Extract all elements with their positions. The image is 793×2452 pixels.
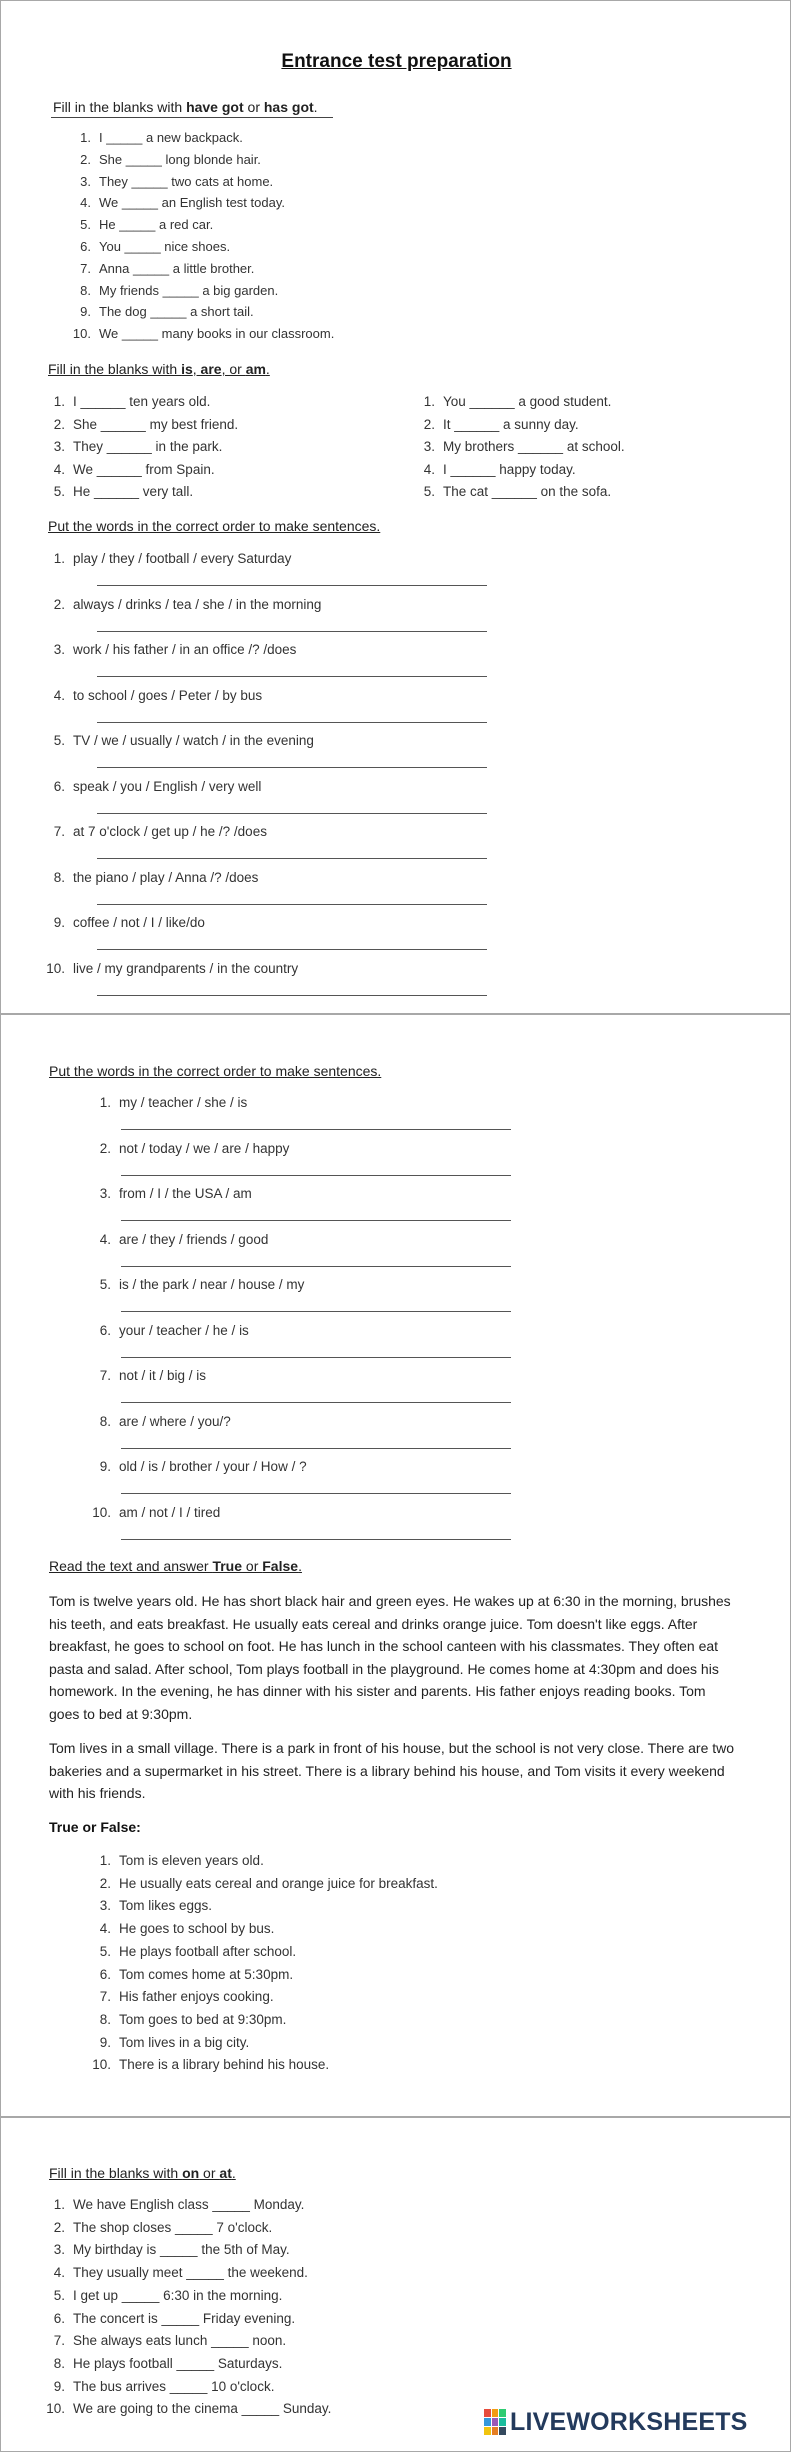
- item-number: 4.: [423, 461, 435, 477]
- list-item: [43, 2311, 295, 2326]
- item-number: 5.: [99, 1943, 111, 1959]
- item-text: We ______ from Spain.: [73, 461, 215, 477]
- answer-line[interactable]: [121, 1448, 511, 1449]
- list-item: [69, 174, 273, 189]
- answer-line[interactable]: [121, 1175, 511, 1176]
- list-item: [89, 1323, 249, 1338]
- answer-line[interactable]: [97, 813, 487, 814]
- section-word-order-heading-2: Put the words in the correct order to make sentences.: [49, 1063, 382, 1079]
- item-text: The concert is _____ Friday evening.: [73, 2310, 296, 2326]
- list-item: [69, 217, 213, 232]
- answer-line[interactable]: [97, 585, 487, 586]
- list-item: [43, 551, 291, 566]
- list-item: [89, 1967, 293, 1982]
- logo-tile: [499, 2409, 506, 2417]
- item-text: The cat ______ on the sofa.: [443, 484, 612, 499]
- list-item: [43, 462, 215, 477]
- item-number: 8.: [99, 1413, 111, 1429]
- item-text: He plays football _____ Saturdays.: [73, 2355, 283, 2371]
- list-item: [89, 1095, 247, 1110]
- reading-paragraph-2: Tom lives in a small village. There is a park in front of his house, but the school is not very close. There are two bakeries and a supermarket in his street. There is a library behind his house, and Tom visits it every weekend with his friends.: [49, 1740, 735, 1801]
- item-text: Tom is eleven years old.: [119, 1853, 264, 1868]
- answer-line[interactable]: [97, 676, 487, 677]
- item-number: 5.: [53, 484, 65, 499]
- list-item: [43, 2401, 331, 2416]
- item-number: 7.: [99, 1368, 111, 1383]
- item-number: 3.: [53, 642, 65, 657]
- item-number: 10.: [46, 960, 65, 976]
- list-item: [89, 1944, 296, 1959]
- item-text: are / where / you/?: [119, 1413, 231, 1429]
- item-number: 2.: [53, 416, 65, 432]
- item-number: 7.: [53, 2333, 65, 2349]
- item-number: 10.: [92, 2057, 111, 2073]
- item-text: play / they / football / every Saturday: [73, 551, 292, 566]
- item-number: 3.: [53, 2242, 65, 2258]
- answer-line[interactable]: [97, 767, 487, 768]
- section-on-at-heading: Fill in the blanks with on or at.: [49, 2165, 236, 2181]
- liveworksheets-logo[interactable]: [484, 2407, 748, 2437]
- item-text: She _____ long blonde hair.: [99, 151, 261, 167]
- list-item: [43, 2356, 282, 2371]
- answer-line[interactable]: [97, 904, 487, 905]
- list-item: [89, 1853, 264, 1868]
- logo-tile: [492, 2409, 499, 2417]
- item-text: They usually meet _____ the weekend.: [73, 2265, 308, 2281]
- answer-line[interactable]: [121, 1266, 511, 1267]
- item-text: He plays football after school.: [119, 1943, 297, 1959]
- item-number: 3.: [53, 439, 65, 454]
- answer-line[interactable]: [97, 722, 487, 723]
- list-item: [43, 642, 296, 657]
- logo-tile: [484, 2427, 491, 2435]
- item-number: 5.: [53, 2287, 65, 2303]
- page-1: [0, 0, 791, 1014]
- item-number: 1.: [53, 394, 65, 409]
- list-item: [69, 326, 334, 341]
- list-item: [413, 439, 625, 454]
- item-text: coffee / not / I / like/do: [73, 915, 205, 930]
- item-number: 1.: [53, 2197, 65, 2212]
- list-item: [89, 1368, 206, 1383]
- answer-line[interactable]: [121, 1539, 511, 1540]
- list-item: [89, 1186, 252, 1201]
- list-item: [43, 824, 267, 839]
- list-item: [89, 1141, 289, 1156]
- list-item: [43, 870, 258, 885]
- item-number: 9.: [80, 304, 91, 320]
- item-text: They ______ in the park.: [73, 439, 223, 454]
- list-item: [43, 439, 222, 454]
- answer-line[interactable]: [121, 1402, 511, 1403]
- item-text: He usually eats cereal and orange juice for breakfast.: [119, 1875, 438, 1891]
- item-text: We have English class _____ Monday.: [73, 2197, 305, 2212]
- list-item: [89, 1414, 231, 1429]
- item-text: The dog _____ a short tail.: [99, 304, 254, 320]
- item-text: He ______ very tall.: [73, 484, 194, 499]
- list-item: [69, 195, 285, 210]
- item-text: work / his father / in an office /? /does: [73, 642, 297, 657]
- item-text: My birthday is _____ the 5th of May.: [73, 2242, 290, 2258]
- item-text: She ______ my best friend.: [73, 416, 239, 432]
- list-item: [43, 2265, 308, 2280]
- list-item: [43, 733, 314, 748]
- item-number: 8.: [99, 2011, 111, 2027]
- item-number: 3.: [80, 173, 91, 189]
- item-text: live / my grandparents / in the country: [73, 960, 299, 976]
- list-item: [43, 2379, 274, 2394]
- item-text: from / I / the USA / am: [119, 1186, 252, 1201]
- item-text: They _____ two cats at home.: [99, 173, 274, 189]
- logo-text: LIVEWORKSHEETS: [510, 2407, 748, 2436]
- item-number: 5.: [99, 1277, 111, 1292]
- item-text: We _____ an English test today.: [99, 195, 285, 211]
- answer-line[interactable]: [121, 1493, 511, 1494]
- item-text: speak / you / English / very well: [73, 778, 262, 794]
- logo-tile: [499, 2427, 506, 2435]
- section-word-order-heading-1: Put the words in the correct order to make sentences.: [48, 518, 381, 534]
- list-item: [69, 152, 261, 167]
- item-number: 4.: [99, 1231, 111, 1247]
- item-number: 1.: [99, 1853, 111, 1868]
- list-item: [43, 2197, 304, 2212]
- item-text: She always eats lunch _____ noon.: [73, 2333, 287, 2349]
- list-item: [89, 1898, 212, 1913]
- item-text: We are going to the cinema _____ Sunday.: [73, 2401, 332, 2417]
- item-text: We _____ many books in our classroom.: [99, 326, 335, 342]
- item-text: Tom comes home at 5:30pm.: [119, 1966, 294, 1982]
- item-text: not / today / we / are / happy: [119, 1140, 290, 1156]
- liveworksheets-icon: [484, 2409, 506, 2435]
- item-text: the piano / play / Anna /? /does: [73, 869, 259, 885]
- answer-line[interactable]: [97, 995, 487, 996]
- item-number: 4.: [80, 195, 91, 211]
- item-text: The shop closes _____ 7 o'clock.: [73, 2219, 273, 2235]
- answer-line[interactable]: [121, 1129, 511, 1130]
- list-item: [89, 1232, 268, 1247]
- item-number: 5.: [80, 217, 91, 233]
- section-have-got-heading: Fill in the blanks with have got or has got.: [53, 99, 318, 115]
- logo-tile: [492, 2418, 499, 2426]
- item-text: You ______ a good student.: [443, 394, 612, 409]
- list-item: [43, 961, 298, 976]
- item-number: 4.: [53, 687, 65, 703]
- list-item: [69, 283, 278, 298]
- item-text: He goes to school by bus.: [119, 1921, 275, 1937]
- list-item: [69, 261, 254, 276]
- item-number: 9.: [99, 2034, 111, 2050]
- list-item: [69, 304, 254, 319]
- item-number: 8.: [53, 2355, 65, 2371]
- logo-tile: [499, 2418, 506, 2426]
- item-text: You _____ nice shoes.: [99, 239, 231, 254]
- list-item: [89, 1921, 274, 1936]
- list-item: [69, 130, 243, 145]
- list-item: [89, 1989, 274, 2004]
- logo-tile: [492, 2427, 499, 2435]
- answer-line[interactable]: [97, 631, 487, 632]
- item-number: 3.: [423, 439, 435, 454]
- item-number: 6.: [53, 2310, 65, 2326]
- item-number: 4.: [53, 461, 65, 477]
- item-number: 2.: [80, 151, 91, 167]
- item-text: I _____ a new backpack.: [99, 130, 243, 145]
- item-number: 8.: [80, 282, 91, 298]
- item-text: His father enjoys cooking.: [119, 1989, 274, 2005]
- list-item: [413, 462, 576, 477]
- heading-underline: [51, 117, 333, 118]
- reading-paragraph-1: Tom is twelve years old. He has short black hair and green eyes. He wakes up at 6:30 in the morning, brushes his teeth, and eats breakfast. He usually eats cereal and drinks orange juice. Tom doesn't like eggs. After breakfast, he goes to school on foot. He has lunch in the school canteen with his classmates. They often eat pasta and salad. After school, Tom plays football in the playground. He comes home at 4:30pm and does his homework. In the evening, he has dinner with his sister and parents. His father enjoys reading books. Tom goes to bed at 9:30pm.: [49, 1593, 731, 1722]
- list-item: [43, 779, 261, 794]
- item-text: There is a library behind his house.: [119, 2057, 330, 2073]
- item-text: It ______ a sunny day.: [443, 416, 579, 432]
- list-item: [89, 1459, 307, 1474]
- list-item: [43, 2288, 282, 2303]
- item-text: He _____ a red car.: [99, 217, 214, 233]
- list-item: [43, 2333, 286, 2348]
- item-number: 1.: [80, 130, 91, 145]
- list-item: [43, 915, 205, 930]
- item-text: Tom lives in a big city.: [119, 2034, 250, 2050]
- item-number: 4.: [53, 2265, 65, 2281]
- item-text: Tom likes eggs.: [119, 1898, 213, 1914]
- item-number: 1.: [53, 551, 65, 566]
- list-item: [413, 394, 611, 409]
- page-title: Entrance test preparation: [281, 51, 512, 72]
- answer-line[interactable]: [97, 858, 487, 859]
- item-number: 6.: [99, 1966, 111, 1982]
- item-number: 8.: [53, 869, 65, 885]
- list-item: [89, 2057, 329, 2072]
- section-true-false-heading: Read the text and answer True or False.: [49, 1558, 302, 1574]
- item-text: your / teacher / he / is: [119, 1322, 249, 1338]
- true-false-label: True or False:: [49, 1819, 141, 1835]
- item-number: 6.: [99, 1322, 111, 1338]
- item-number: 7.: [99, 1989, 111, 2005]
- item-number: 9.: [53, 2378, 65, 2394]
- item-text: Tom goes to bed at 9:30pm.: [119, 2011, 287, 2027]
- item-text: TV / we / usually / watch / in the evening: [73, 733, 314, 748]
- item-text: am / not / I / tired: [119, 1504, 221, 1520]
- list-item: [413, 484, 611, 499]
- section-is-are-am-heading: Fill in the blanks with is, are, or am.: [48, 361, 270, 377]
- item-number: 7.: [80, 260, 91, 276]
- list-item: [89, 1505, 220, 1520]
- item-text: old / is / brother / your / How / ?: [119, 1459, 307, 1474]
- list-item: [89, 2035, 249, 2050]
- list-item: [43, 597, 321, 612]
- item-number: 3.: [99, 1898, 111, 1914]
- item-number: 9.: [53, 915, 65, 930]
- item-text: at 7 o'clock / get up / he /? /does: [73, 824, 267, 839]
- list-item: [43, 417, 238, 432]
- item-number: 2.: [53, 596, 65, 612]
- item-number: 5.: [53, 733, 65, 748]
- item-text: I ______ ten years old.: [73, 394, 211, 409]
- item-number: 10.: [92, 1504, 111, 1520]
- item-number: 6.: [80, 239, 91, 254]
- item-number: 5.: [423, 484, 435, 499]
- item-number: 7.: [53, 824, 65, 839]
- item-text: are / they / friends / good: [119, 1231, 269, 1247]
- list-item: [43, 2242, 290, 2257]
- item-text: The bus arrives _____ 10 o'clock.: [73, 2378, 275, 2394]
- answer-line[interactable]: [121, 1220, 511, 1221]
- page-3: [0, 2117, 791, 2452]
- item-text: always / drinks / tea / she / in the morning: [73, 596, 322, 612]
- item-number: 6.: [53, 778, 65, 794]
- item-number: 2.: [423, 416, 435, 432]
- answer-line[interactable]: [97, 949, 487, 950]
- answer-line[interactable]: [121, 1357, 511, 1358]
- item-text: My friends _____ a big garden.: [99, 282, 279, 298]
- logo-tile: [484, 2418, 491, 2426]
- item-text: My brothers ______ at school.: [443, 439, 625, 454]
- list-item: [89, 1876, 438, 1891]
- item-number: 4.: [99, 1921, 111, 1937]
- list-item: [43, 688, 262, 703]
- page-2: [0, 1014, 791, 2117]
- list-item: [43, 394, 210, 409]
- item-text: I ______ happy today.: [443, 461, 576, 477]
- item-text: is / the park / near / house / my: [119, 1277, 305, 1292]
- item-number: 10.: [46, 2401, 65, 2417]
- item-text: I get up _____ 6:30 in the morning.: [73, 2287, 283, 2303]
- item-number: 2.: [99, 1875, 111, 1891]
- list-item: [69, 239, 230, 254]
- item-number: 10.: [72, 326, 91, 342]
- logo-tile: [484, 2409, 491, 2417]
- item-number: 1.: [99, 1095, 111, 1110]
- list-item: [43, 2220, 272, 2235]
- item-text: not / it / big / is: [119, 1368, 207, 1383]
- item-number: 1.: [423, 394, 435, 409]
- item-number: 9.: [99, 1459, 111, 1474]
- item-number: 2.: [53, 2219, 65, 2235]
- item-text: my / teacher / she / is: [119, 1095, 248, 1110]
- list-item: [89, 1277, 304, 1292]
- item-number: 2.: [99, 1140, 111, 1156]
- list-item: [413, 417, 579, 432]
- answer-line[interactable]: [121, 1311, 511, 1312]
- item-text: to school / goes / Peter / by bus: [73, 687, 263, 703]
- item-number: 3.: [99, 1186, 111, 1201]
- list-item: [89, 2012, 286, 2027]
- list-item: [43, 484, 193, 499]
- item-text: Anna _____ a little brother.: [99, 260, 255, 276]
